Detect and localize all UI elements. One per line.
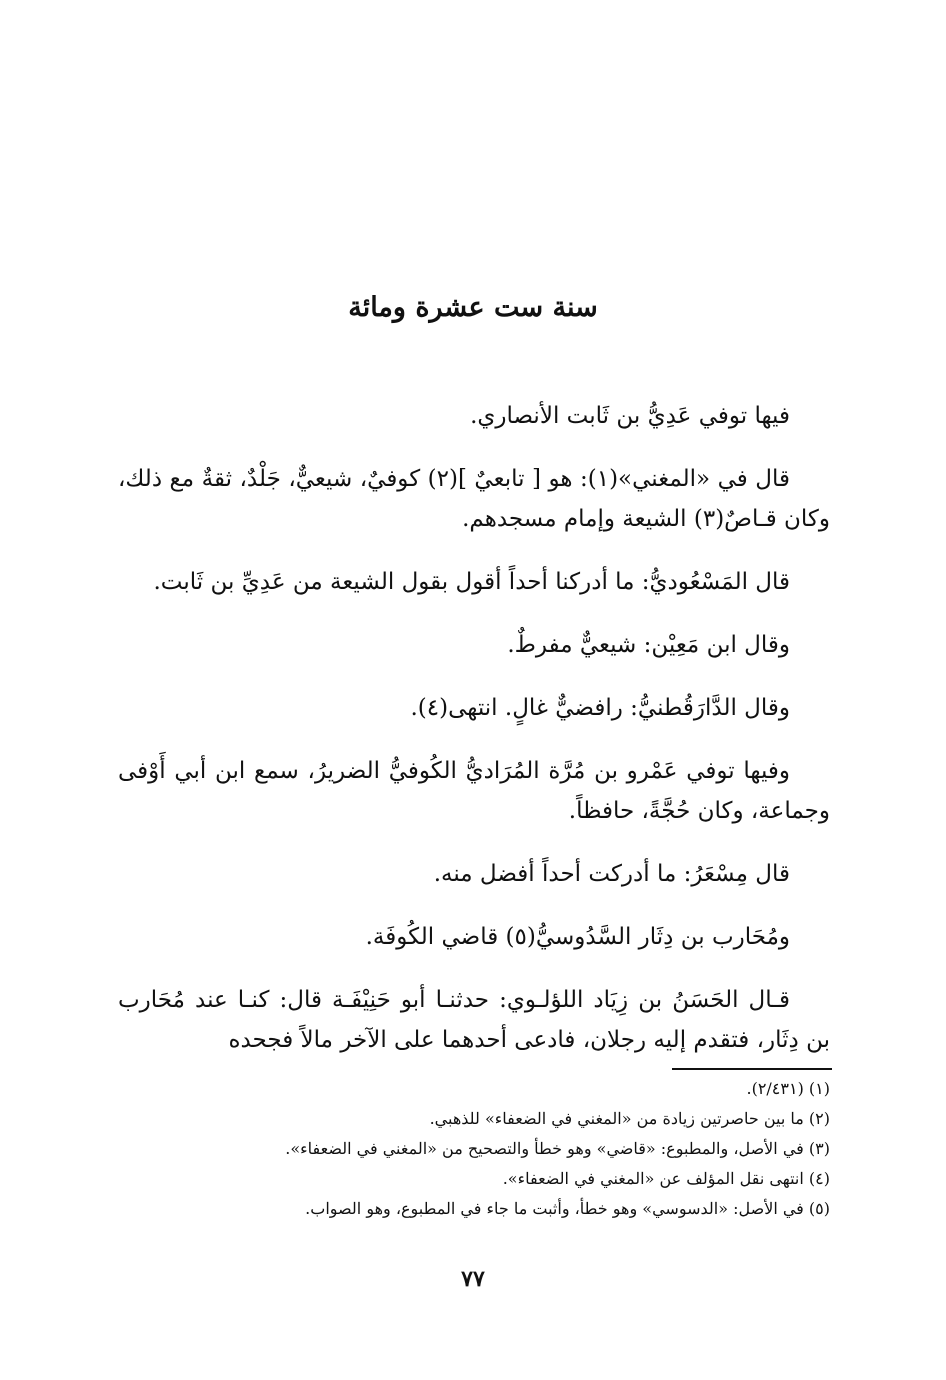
main-text (118, 396, 830, 1060)
footnotes (118, 1074, 830, 1224)
footnote-separator (672, 1068, 832, 1070)
footnote: (٢) ما بين حاصرتين زيادة من «المغني في الضعفاء» للذهبي. (429, 1109, 830, 1128)
paragraph: قال المَسْعُوديُّ: ما أدركنا أحداً أقول بقول الشيعة من عَدِيِّ بن ثَابت. (153, 569, 790, 595)
paragraph: فيها توفي عَدِيُّ بن ثَابت الأنصاري. (470, 403, 790, 429)
paragraph: قال مِسْعَرُ: ما أدركت أحداً أفضل منه. (433, 861, 790, 887)
footnote: (١) (٢/٤٣١). (746, 1079, 830, 1098)
paragraph: وقال الدَّارَقُطنيُّ: رافضيٌّ غالٍ. انتهى(٤). (410, 695, 790, 721)
footnote: (٣) في الأصل، والمطبوع: «قاضي» وهو خطأ والتصحيح من «المغني في الضعفاء». (285, 1139, 830, 1158)
footnote: (٥) في الأصل: «الدسوسي» وهو خطأ، وأثبت ما جاء في المطبوع، وهو الصواب. (305, 1199, 830, 1218)
paragraph: ومُحَارب بن دِثَار السَّدُوسيُّ(٥) قاضي الكُوفَة. (365, 924, 790, 950)
paragraph: وقال ابن مَعِيْن: شيعيٌّ مفرطٌ. (507, 632, 790, 658)
paragraph: وفيها توفي عَمْرو بن مُرَّة المُرَاديُّ الكُوفيُّ الضريرُ، سمع ابن أبي أَوْفى وجماعة، وكان حُجَّةً، حافظاً. (118, 758, 830, 824)
footnote: (٤) انتهى نقل المؤلف عن «المغني في الضعفاء». (502, 1169, 830, 1188)
page-number: ٧٧ (461, 1266, 485, 1292)
paragraph: قال في «المغني»(١): هو [ تابعيٌ ](٢) كوفيٌ، شيعيٌّ، جَلْدٌ، ثقةٌ مع ذلك، وكان قـاصٌ(٣) الشيعة وإمام مسجدهم. (118, 466, 830, 532)
paragraph: قـال الحَسَنُ بن زِيَاد اللؤلـوي: حدثنـا أبو حَنِيْفَـة قال: كنـا عند مُحَارب بن دِثَار، فتقدم إليه رجلان، فادعى أحدهما على الآخر مالاً فجحده (118, 987, 830, 1053)
chapter-title: سنة ست عشرة ومائة (348, 292, 598, 323)
